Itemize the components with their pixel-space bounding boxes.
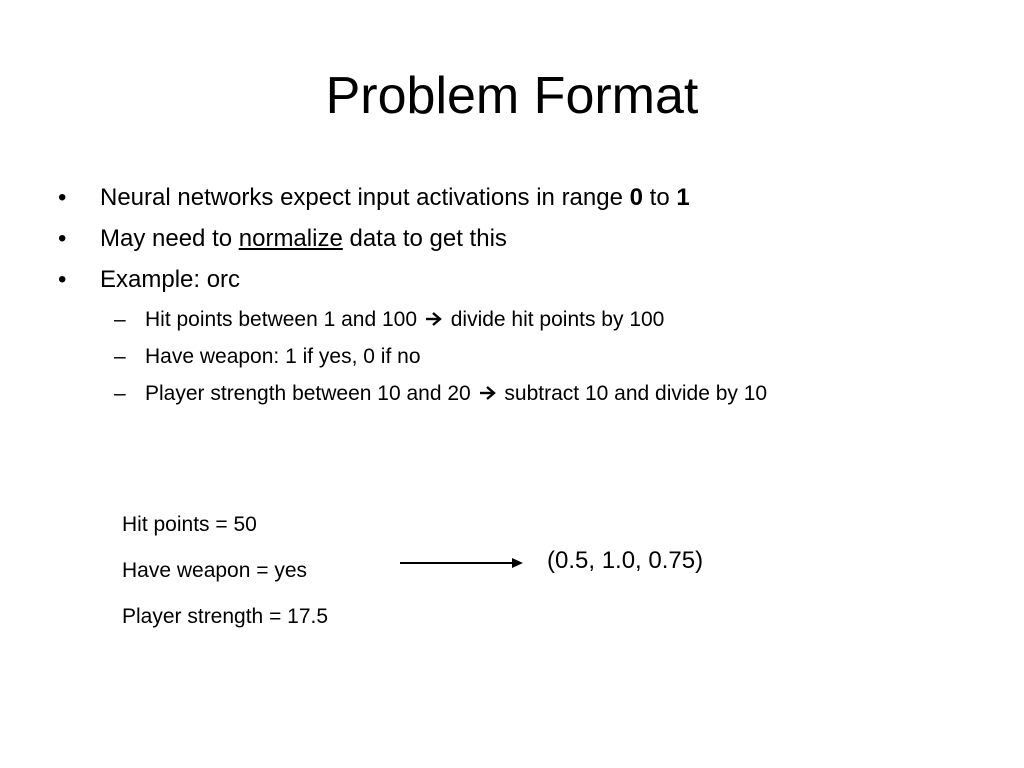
sub-bullet-item (58, 307, 998, 333)
right-arrow-icon (425, 311, 443, 327)
example-hit-points: Hit points = 50 (122, 513, 257, 536)
bullet-marker: • (58, 225, 67, 252)
bullet-marker: • (58, 184, 67, 211)
sub-bullet-text: Hit points between 1 and 100 (145, 308, 418, 331)
bullet-marker: • (58, 266, 67, 293)
long-right-arrow-icon (400, 554, 524, 572)
sub-bullet-marker: – (114, 345, 126, 368)
normalized-result: (0.5, 1.0, 0.75) (547, 547, 704, 574)
sub-bullet-text: Have weapon: 1 if yes, 0 if no (145, 345, 421, 368)
example-player-strength: Player strength = 17.5 (122, 605, 329, 628)
normalize-term: normalize (238, 225, 343, 252)
slide-title: Problem Format (325, 67, 699, 125)
bullet-text: data to get this (342, 225, 507, 252)
bullet-text: May need to (100, 225, 239, 252)
bullet-item (58, 266, 998, 294)
sub-bullet-item (58, 381, 998, 407)
sub-bullet-text: divide hit points by 100 (450, 308, 665, 331)
example-inputs (122, 512, 328, 650)
example-have-weapon: Have weapon = yes (122, 559, 308, 582)
sub-bullet-marker: – (114, 308, 126, 331)
range-max: 1 (676, 184, 690, 211)
sub-bullet-text: Player strength between 10 and 20 (145, 382, 471, 405)
bullet-item (58, 184, 998, 212)
sub-bullet-item (58, 344, 998, 370)
sub-bullet-text: subtract 10 and divide by 10 (504, 382, 768, 405)
bullet-text: to (642, 184, 677, 211)
right-arrow-icon (479, 385, 497, 401)
bullet-text: Neural networks expect input activations in range (100, 184, 630, 211)
sub-bullet-marker: – (114, 382, 126, 405)
bullet-text: Example: orc (100, 266, 241, 293)
bullet-list (58, 184, 998, 418)
range-min: 0 (629, 184, 643, 211)
bullet-item (58, 225, 998, 253)
